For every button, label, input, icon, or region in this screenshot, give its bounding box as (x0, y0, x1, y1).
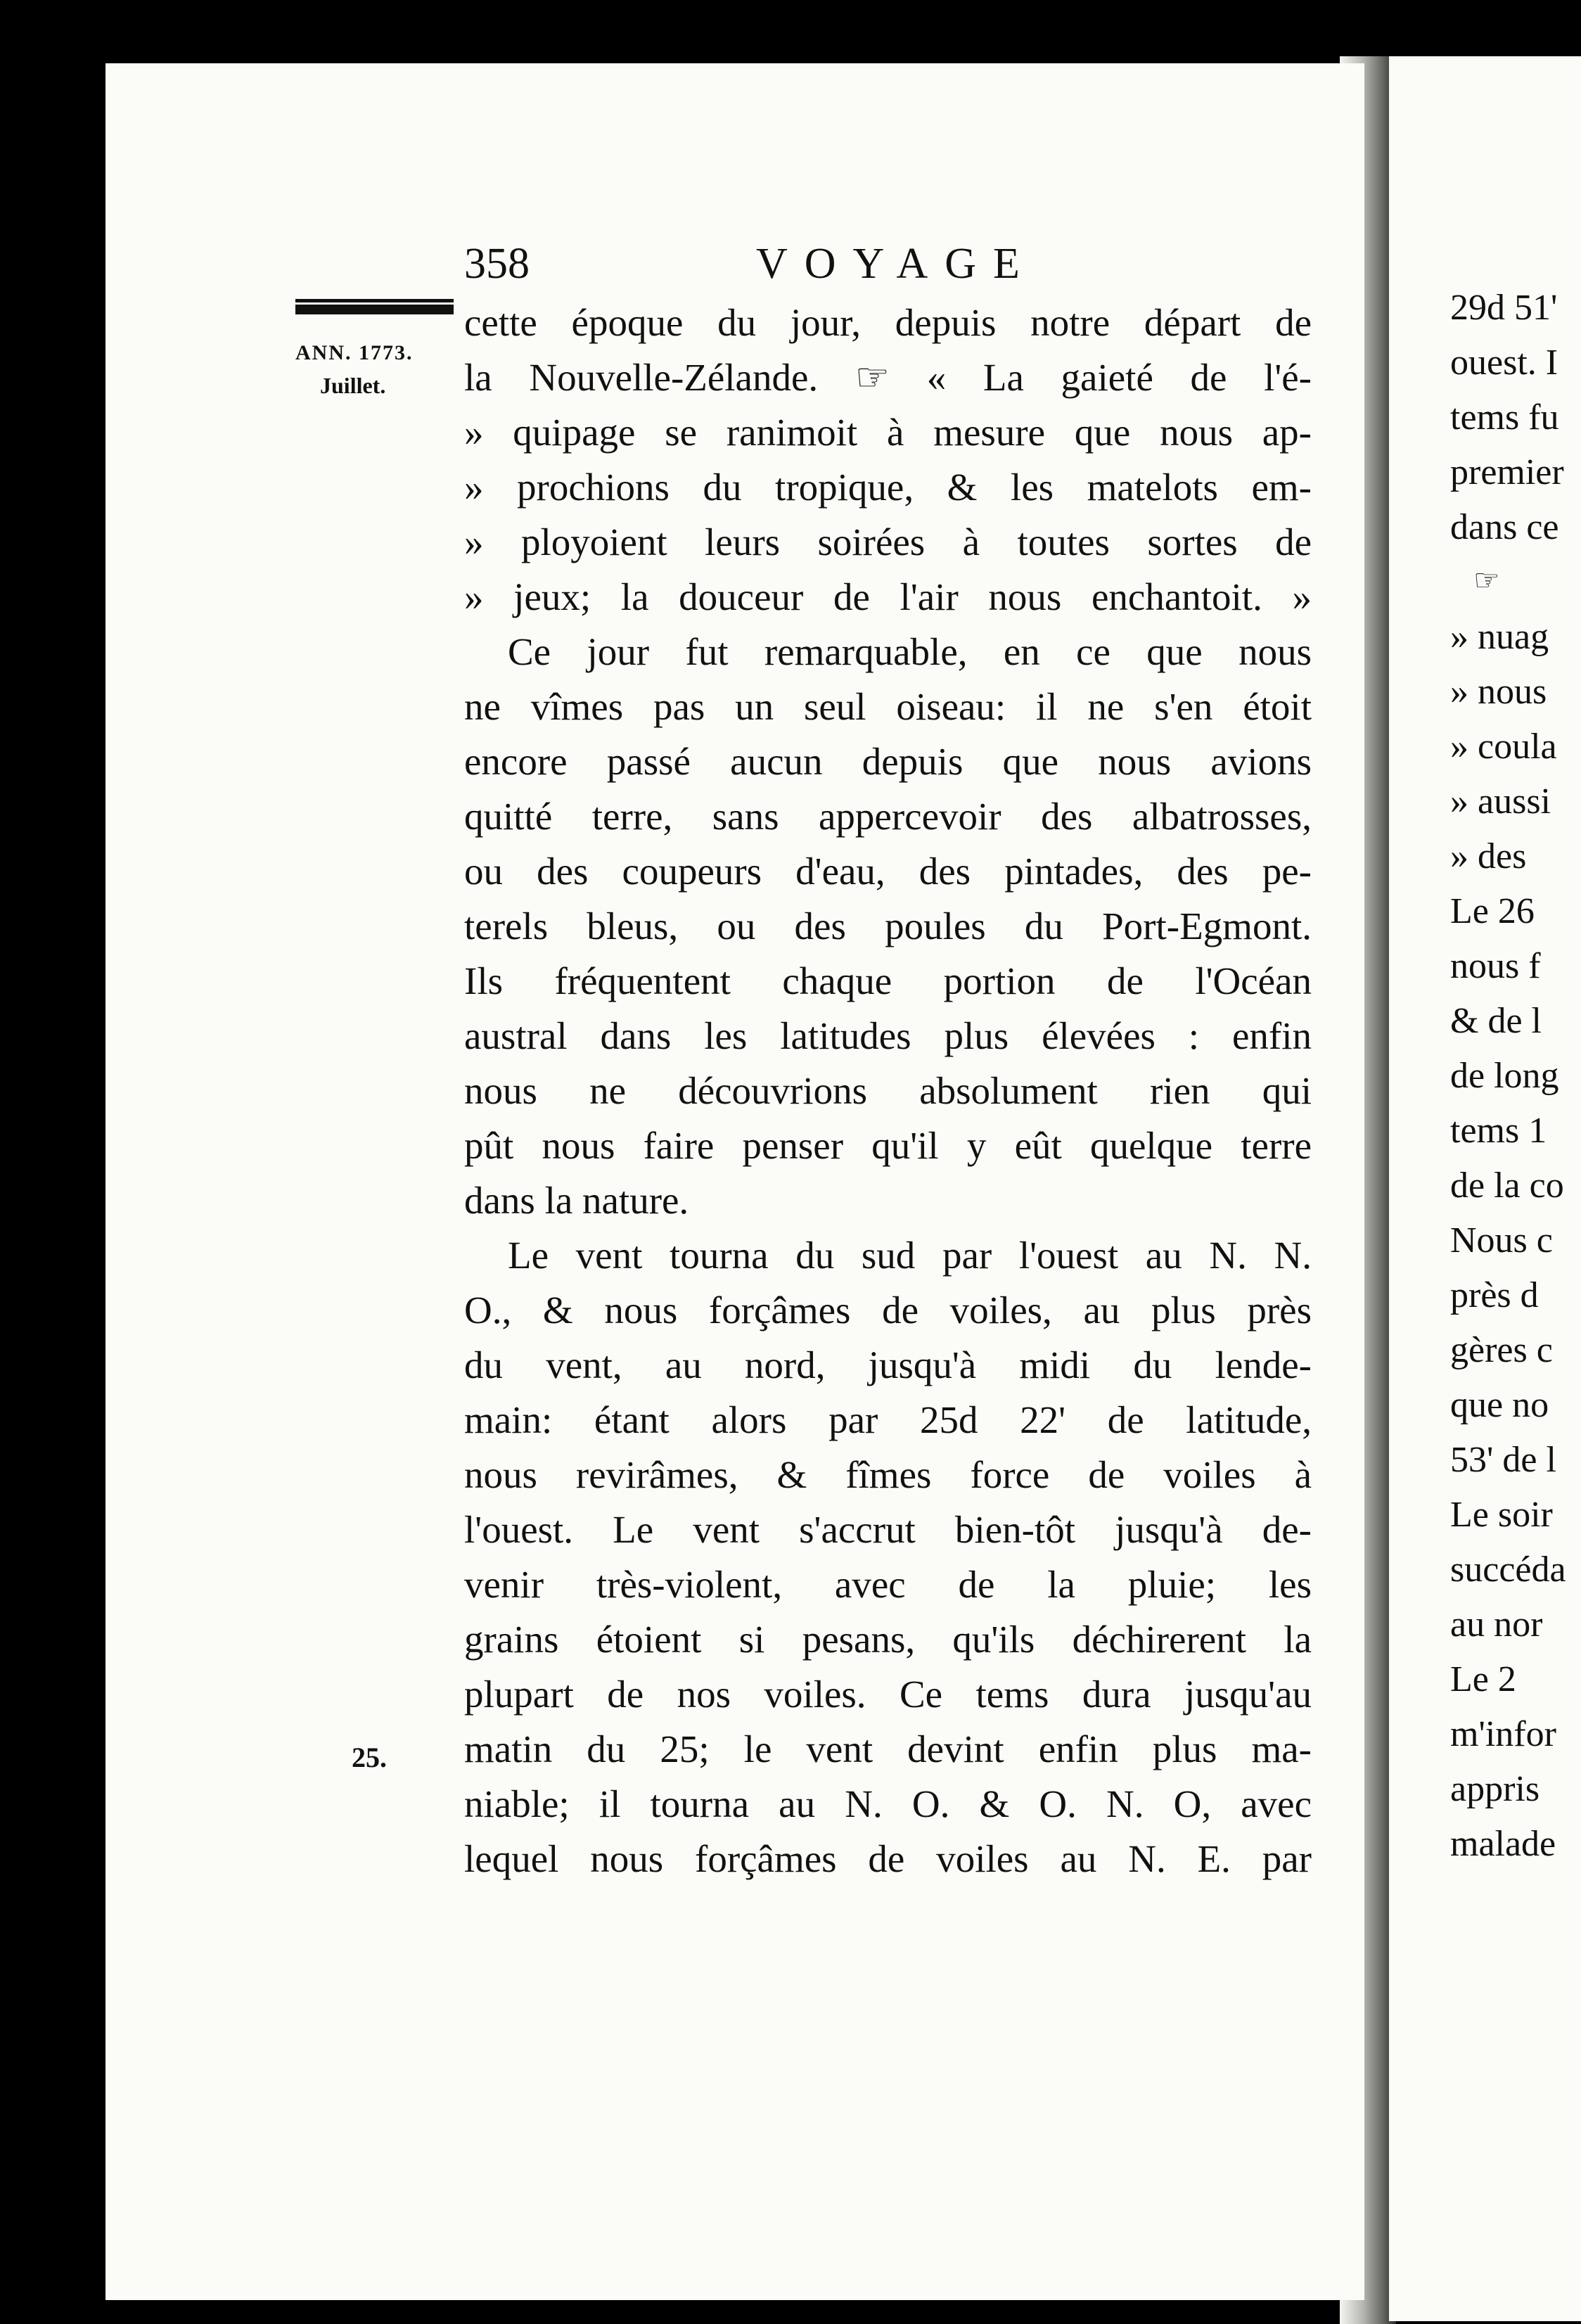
text-line: » ployoient leurs soirées à toutes sortes de (464, 521, 1312, 563)
right-page-line: » aussi (1450, 781, 1551, 822)
right-page-line: » nuag (1450, 617, 1549, 657)
text-line: quitté terre, sans appercevoir des albatrosses, (464, 795, 1312, 838)
pointing-hand-icon: ☞ (1473, 565, 1500, 597)
text-line: venir très-violent, avec de la pluie; les (464, 1563, 1312, 1606)
text-line: grains étoient si pesans, qu'ils déchirerent la (464, 1618, 1312, 1661)
right-page-line: 29d 51' (1450, 288, 1558, 328)
text-line: Ce jour fut remarquable, en ce que nous (508, 630, 1312, 673)
right-page-line: malade (1450, 1824, 1556, 1864)
text-line: austral dans les latitudes plus élevées : enfin (464, 1014, 1312, 1057)
right-page-line: Nous c (1450, 1220, 1553, 1260)
right-page-line: que no (1450, 1385, 1549, 1425)
text-line: Ils fréquentent chaque portion de l'Océan (464, 959, 1312, 1002)
text-line: encore passé aucun depuis que nous avions (464, 740, 1312, 783)
right-page-line: 53' de l (1450, 1440, 1556, 1480)
text-line: dans la nature. (464, 1179, 689, 1222)
right-page-line: tems fu (1450, 397, 1559, 438)
right-page-line: nous f (1450, 946, 1541, 986)
margin-rule-thin (295, 299, 454, 302)
right-page-line: appris (1450, 1769, 1540, 1809)
text-line: » prochions du tropique, & les matelots em- (464, 466, 1312, 509)
right-page-line: Le soir (1450, 1495, 1553, 1535)
right-page-line: tems 1 (1450, 1111, 1547, 1151)
right-page-line: » coula (1450, 727, 1557, 767)
right-page-line: près d (1450, 1275, 1539, 1315)
text-line: » jeux; la douceur de l'air nous enchantoit. » (464, 575, 1312, 618)
right-page-line: m'infor (1450, 1714, 1556, 1754)
text-line: O., & nous forçâmes de voiles, au plus près (464, 1289, 1312, 1332)
text-line: cette époque du jour, depuis notre départ de (464, 301, 1312, 344)
text-line: lequel nous forçâmes de voiles au N. E. par (464, 1837, 1312, 1880)
text-line: l'ouest. Le vent s'accrut bien-tôt jusqu'à de- (464, 1508, 1312, 1551)
text-line: » quipage se ranimoit à mesure que nous ap- (464, 411, 1312, 454)
right-page-line: & de l (1450, 1001, 1542, 1041)
right-page-line: de long (1450, 1056, 1559, 1096)
right-page-line: Le 26 (1450, 891, 1535, 931)
text-line: du vent, au nord, jusqu'à midi du lende- (464, 1343, 1312, 1386)
right-page-line: dans ce (1450, 507, 1559, 547)
margin-rule-thick (295, 305, 454, 314)
text-line: ne vîmes pas un seul oiseau: il ne s'en étoit (464, 685, 1312, 728)
margin-note-date: 25. (352, 1742, 387, 1773)
right-page-line: Le 2 (1450, 1659, 1516, 1699)
text-line: terels bleus, ou des poules du Port-Egmont. (464, 905, 1312, 947)
right-page-line: de la co (1450, 1166, 1564, 1206)
right-page-line: succéda (1450, 1550, 1566, 1590)
margin-note-month: Juillet. (320, 373, 386, 398)
running-title: VOYAGE (756, 240, 1037, 288)
text-line: Le vent tourna du sud par l'ouest au N. N. (508, 1234, 1312, 1277)
text-line: la Nouvelle-Zélande. ☞ « La gaieté de l'é- (464, 356, 1312, 399)
page-number: 358 (464, 240, 530, 288)
right-page-line: » des (1450, 836, 1527, 876)
text-line: plupart de nos voiles. Ce tems dura jusqu'au (464, 1673, 1312, 1716)
right-page-line: au nor (1450, 1604, 1543, 1645)
right-page-line: » nous (1450, 672, 1547, 712)
text-line: nous revirâmes, & fîmes force de voiles à (464, 1453, 1312, 1496)
right-page-line: gères c (1450, 1330, 1553, 1370)
text-line: niable; il tourna au N. O. & O. N. O, avec (464, 1782, 1312, 1825)
margin-note-year: ANN. 1773. (295, 341, 414, 364)
text-line: matin du 25; le vent devint enfin plus ma- (464, 1728, 1312, 1770)
right-page-line: ouest. I (1450, 343, 1558, 383)
text-line: main: étant alors par 25d 22' de latitude, (464, 1398, 1312, 1441)
text-line: nous ne découvrions absolument rien qui (464, 1069, 1312, 1112)
text-line: pût nous faire penser qu'il y eût quelque terre (464, 1124, 1312, 1167)
right-page-line: premier (1450, 452, 1564, 492)
text-line: ou des coupeurs d'eau, des pintades, des pe- (464, 850, 1312, 893)
